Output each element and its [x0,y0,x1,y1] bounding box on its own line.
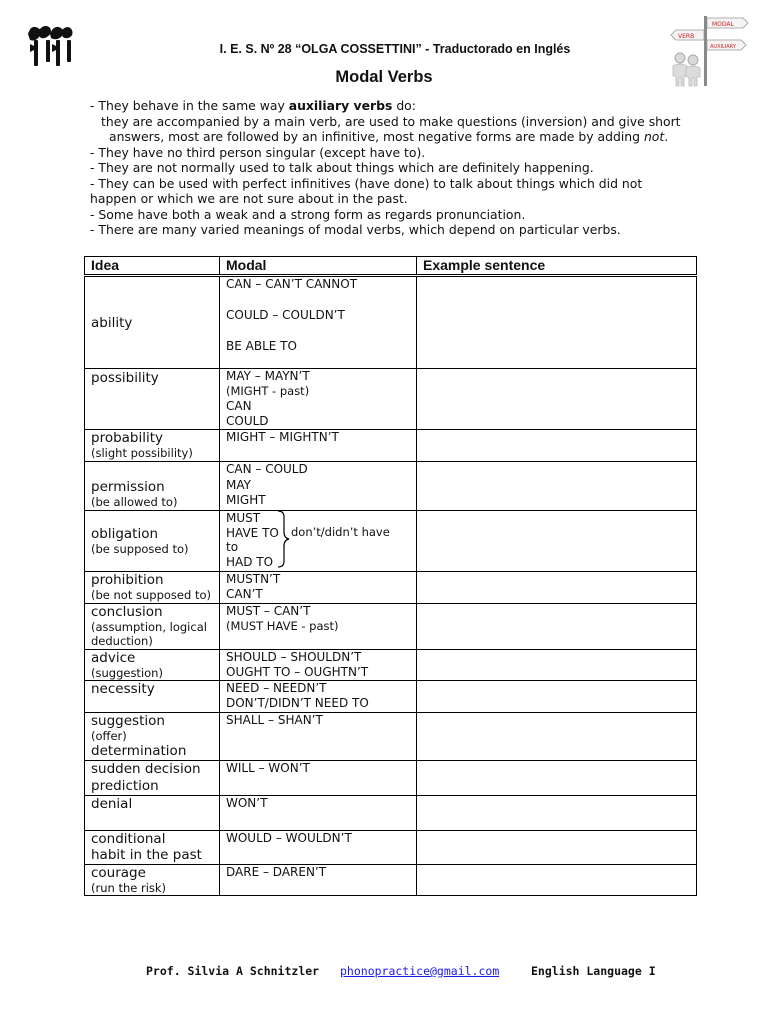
table-row [85,604,697,650]
table-row [85,865,697,896]
modal-cell: MUST – CAN’T (MUST HAVE - past) [220,604,417,650]
modal-cell: CAN – CAN’T CANNOT COULD – COULDN’T BE ABLE TO [220,276,417,369]
table-row [85,796,697,831]
idea-cell: permission (be allowed to) [85,462,220,511]
modal-cell: MUST HAVE TO to HAD TO don’t/didn’t have [220,511,417,572]
modal-cell: SHOULD – SHOULDN’T OUGHT TO – OUGHTN’T [220,650,417,681]
modal-cell: WILL – WON’T [220,761,417,796]
example-cell[interactable] [417,650,697,681]
intro-line: they are accompanied by a main verb, are used to make questions (inversion) and give short [101,113,681,129]
intro-line: answers, most are followed by an infinitive, most negative forms are made by adding not. [109,129,669,144]
example-cell[interactable] [417,831,697,865]
intro-line: happen or which we are not sure about in the past. [90,191,408,206]
table-row [85,276,697,369]
idea-cell: conclusion (assumption, logical deduction) [85,604,220,650]
footer-email-link[interactable]: phonopractice@gmail.com [340,964,500,978]
example-cell[interactable] [417,796,697,831]
sign-label-modal: MODAL [712,21,734,28]
idea-cell: sudden decision prediction [85,761,220,796]
footer-email-wrapper [340,964,499,978]
table-row [85,511,697,572]
idea-cell: advice (suggestion) [85,650,220,681]
idea-cell: ability [85,276,220,369]
example-cell[interactable] [417,604,697,650]
table-row [85,713,697,761]
example-cell[interactable] [417,276,697,369]
idea-cell: obligation (be supposed to) [85,511,220,572]
modal-cell: NEED – NEEDN’T DON’T/DIDN’T NEED TO [220,681,417,713]
intro-line: - They behave in the same way auxiliary verbs do: [90,98,416,113]
intro-notes [90,98,710,238]
idea-cell: necessity [85,681,220,713]
column-header-idea: Idea [85,257,220,276]
table-row [85,681,697,713]
table-row [85,462,697,511]
example-cell[interactable] [417,572,697,604]
modal-cell: MIGHT – MIGHTN’T [220,430,417,462]
intro-line: - Some have both a weak and a strong form as regards pronunciation. [90,206,526,222]
example-cell[interactable] [417,865,697,896]
idea-cell: suggestion (offer) determination [85,713,220,761]
modal-cell: MUSTN’T CAN’T [220,572,417,604]
sign-label-auxiliary: AUXILIARY [710,44,736,50]
example-cell[interactable] [417,430,697,462]
modal-cell: DARE – DAREN’T [220,865,417,896]
example-cell[interactable] [417,462,697,511]
intro-line: - They have no third person singular (except have to). [90,144,426,160]
sign-label-verb: VERB [678,33,695,40]
example-cell[interactable] [417,713,697,761]
modal-cell: MAY – MAYN’T (MIGHT - past) CAN COULD [220,369,417,430]
table-row [85,650,697,681]
idea-cell: denial [85,796,220,831]
page-title: Modal Verbs [335,68,433,86]
idea-cell: prohibition (be not supposed to) [85,572,220,604]
example-cell[interactable] [417,369,697,430]
footer-course: English Language I [531,964,656,978]
example-cell[interactable] [417,761,697,796]
idea-cell: probability (slight possibility) [85,430,220,462]
table-row [85,369,697,430]
column-header-modal: Modal [220,257,417,276]
idea-cell: courage (run the risk) [85,865,220,896]
intro-line: - They are not normally used to talk about things which are definitely happening. [90,160,594,175]
footer-teacher: Prof. Silvia A Schnitzler [146,964,320,978]
intro-line: - There are many varied meanings of modal verbs, which depend on particular verbs. [90,222,621,237]
table-row [85,831,697,865]
idea-cell: possibility [85,369,220,430]
table-row [85,761,697,796]
curly-brace-icon [276,509,290,569]
modal-cell: WOULD – WOULDN’T [220,831,417,865]
modal-cell: SHALL – SHAN’T [220,713,417,761]
modal-cell: WON’T [220,796,417,831]
table-row [85,572,697,604]
column-header-example: Example sentence [417,257,697,276]
example-cell[interactable] [417,681,697,713]
obligation-note: don’t/didn’t have [291,525,390,539]
idea-cell: conditional habit in the past [85,831,220,865]
modal-verbs-table [84,256,697,896]
modal-cell: CAN – COULD MAY MIGHT [220,462,417,511]
example-cell[interactable] [417,511,697,572]
table-row [85,430,697,462]
intro-line: - They can be used with perfect infinitives (have done) to talk about things which did not [90,175,643,191]
institution-heading: I. E. S. Nº 28 “OLGA COSSETTINI” - Traductorado en Inglés [219,42,571,56]
